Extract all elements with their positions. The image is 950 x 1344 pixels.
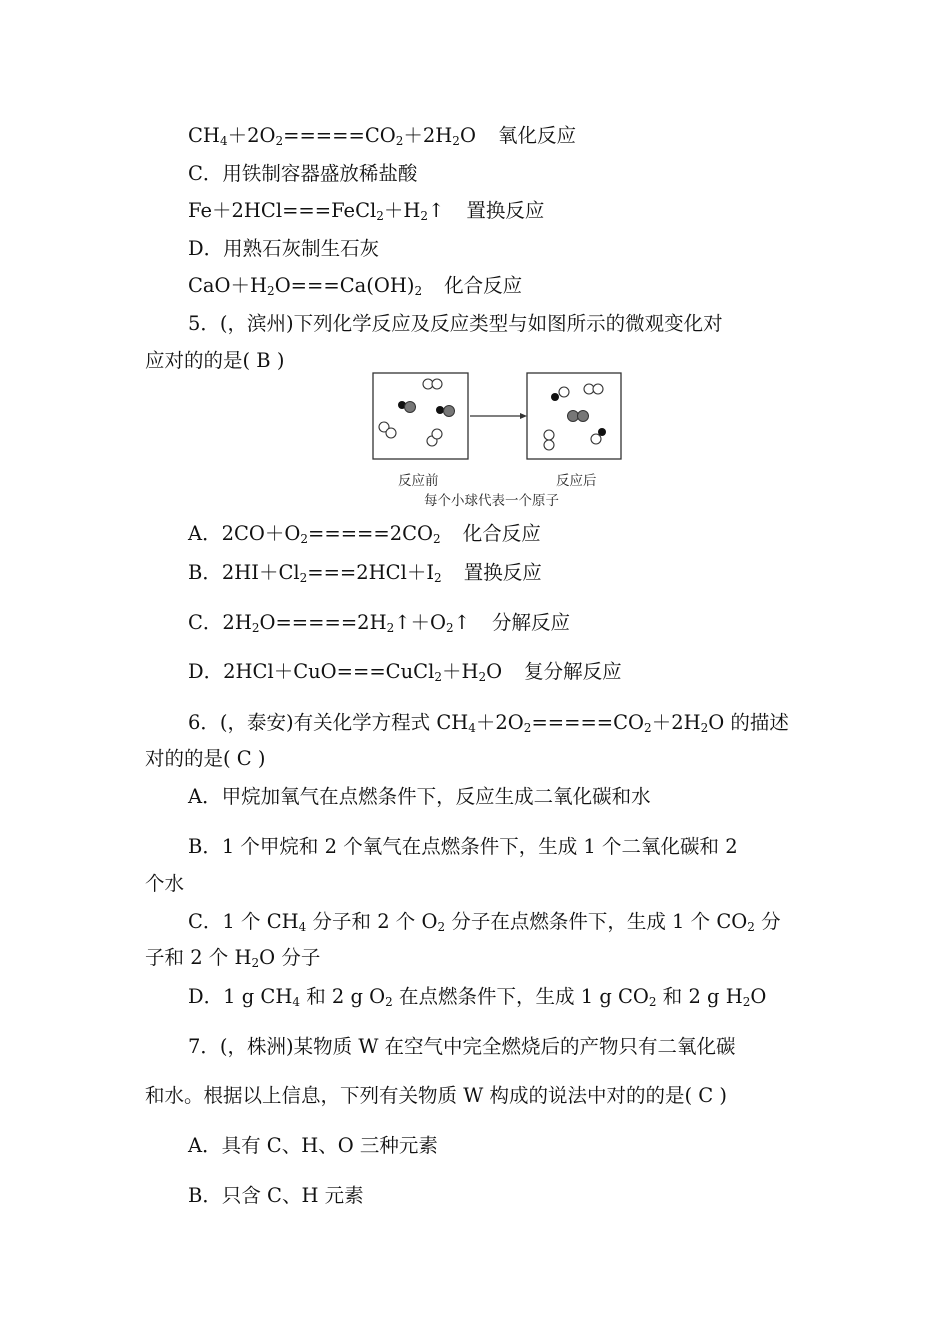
subscript: 2 — [434, 571, 442, 585]
stem-text: =====CO — [531, 711, 645, 734]
subscript: 2 — [376, 209, 384, 223]
eq-text: O=====2H — [259, 611, 387, 634]
reaction-type: 氧化反应 — [497, 124, 576, 147]
eq-text: D．2HCl＋CuO===CuCl — [188, 660, 435, 683]
eq-text: A．2CO＋O — [188, 522, 301, 545]
equation-line-d — [188, 272, 522, 300]
reaction-type: 置换反应 — [463, 561, 542, 584]
opt-text: O 分子 — [259, 946, 321, 969]
q6-option-d — [188, 983, 766, 1011]
q7-stem-line2: 和水。根据以上信息，下列有关物质 W 构成的说法中对的的是( C ) — [145, 1084, 727, 1107]
opt-text: 和 2 g H — [656, 985, 743, 1008]
opt-text: O — [750, 985, 767, 1008]
eq-text: ＋2O — [227, 124, 276, 147]
opt-text: 子和 2 个 H — [145, 946, 252, 969]
before-label: 反应前 — [398, 473, 439, 489]
q5-stem-line1: 5．(，滨州)下列化学反应及反应类型与如图所示的微观变化对 — [188, 312, 723, 335]
q6-stem-line1 — [188, 709, 789, 737]
subscript: 2 — [452, 134, 460, 148]
reaction-type: 化合反应 — [462, 522, 541, 545]
eq-text: =====CO — [283, 124, 396, 147]
after-label: 反应后 — [556, 473, 597, 489]
subscript: 2 — [414, 284, 423, 298]
subscript: 4 — [292, 995, 300, 1009]
subscript: 2 — [385, 995, 393, 1009]
q7-option-b: B．只含 C、H 元素 — [188, 1184, 364, 1207]
eq-text: CH — [188, 124, 220, 147]
eq-text: ＋H — [441, 660, 479, 683]
reaction-type: 化合反应 — [444, 274, 523, 297]
subscript: 2 — [523, 721, 532, 735]
option-c-text: C．用铁制容器盛放稀盐酸 — [188, 162, 418, 185]
equation-line-c — [188, 197, 544, 225]
eq-text: ↑ — [453, 611, 471, 634]
subscript: 2 — [478, 670, 487, 684]
subscript: 2 — [275, 134, 284, 148]
eq-text: ↑＋O — [394, 611, 447, 634]
reaction-diagram — [372, 372, 624, 464]
q6-option-c-line1 — [188, 908, 781, 936]
q7-stem-line1: 7．(，株洲)某物质 W 在空气中完全燃烧后的产物只有二氧化碳 — [188, 1035, 736, 1058]
eq-text: O===Ca(OH) — [274, 274, 415, 297]
eq-text: B．2HI＋Cl — [188, 561, 300, 584]
q5-option-d — [188, 658, 622, 686]
reaction-type: 分解反应 — [492, 611, 571, 634]
q5-option-c — [188, 609, 570, 637]
subscript: 2 — [700, 721, 709, 735]
subscript: 2 — [300, 532, 309, 546]
subscript: 2 — [386, 621, 395, 635]
opt-text: 在点燃条件下，生成 1 g CO — [392, 985, 649, 1008]
opt-text: D．1 g CH — [188, 985, 293, 1008]
subscript: 2 — [420, 209, 429, 223]
stem-text: 6．(，泰安)有关化学方程式 CH — [188, 711, 469, 734]
eq-text: ===2HCl＋I — [307, 561, 435, 584]
q7-option-a: A．具有 C、H、O 三种元素 — [188, 1134, 438, 1157]
stem-text: ＋2H — [651, 711, 701, 734]
eq-text: ＋H — [383, 199, 421, 222]
q6-option-b-line1: B．1 个甲烷和 2 个氧气在点燃条件下，生成 1 个二氧化碳和 2 — [188, 835, 738, 858]
subscript: 4 — [468, 721, 476, 735]
q6-option-c-line2 — [145, 944, 320, 972]
subscript: 2 — [648, 995, 657, 1009]
eq-text: ＋2H — [403, 124, 453, 147]
eq-text: CaO＋H — [188, 274, 268, 297]
q5-stem-line2: 应对的的是( B ) — [145, 349, 285, 372]
subscript: 4 — [219, 134, 228, 148]
subscript: 2 — [446, 621, 454, 635]
subscript: 2 — [395, 134, 404, 148]
subscript: 2 — [434, 670, 442, 684]
subscript: 2 — [433, 532, 441, 546]
eq-text: O — [459, 124, 476, 147]
q5-option-b — [188, 559, 542, 587]
arrow-head — [520, 413, 527, 419]
eq-text: Fe＋2HCl===FeCl — [188, 199, 377, 222]
opt-text: C．1 个 CH — [188, 910, 299, 933]
eq-text: ↑ — [428, 199, 445, 222]
stem-text: O 的描述 — [708, 711, 789, 734]
q6-option-b-line2: 个水 — [145, 872, 185, 895]
subscript: 2 — [742, 995, 751, 1009]
eq-text: O — [486, 660, 503, 683]
stem-text: ＋2O — [475, 711, 524, 734]
subscript: 2 — [251, 956, 260, 970]
eq-text: =====2CO — [308, 522, 434, 545]
opt-text: 分子在点燃条件下，生成 1 个 CO — [445, 910, 748, 933]
eq-text: C．2H — [188, 611, 252, 634]
q6-stem-line2: 对的的是( C ) — [145, 747, 266, 770]
q6-option-a: A．甲烷加氧气在点燃条件下，反应生成二氧化碳和水 — [188, 785, 651, 808]
subscript: 2 — [299, 571, 308, 585]
subscript: 2 — [267, 284, 275, 298]
reaction-type: 置换反应 — [466, 199, 545, 222]
reaction-type: 复分解反应 — [524, 660, 622, 683]
figure-caption: 每个小球代表一个原子 — [424, 493, 559, 509]
opt-text: 和 2 g O — [300, 985, 386, 1008]
opt-text: 分 — [754, 910, 781, 933]
option-d-text: D．用熟石灰制生石灰 — [188, 237, 380, 260]
subscript: 2 — [251, 621, 260, 635]
before-box — [373, 373, 468, 459]
subscript: 2 — [437, 920, 446, 934]
q5-option-a — [188, 520, 541, 548]
subscript: 4 — [298, 920, 307, 934]
subscript: 2 — [747, 920, 755, 934]
opt-text: 分子和 2 个 O — [306, 910, 438, 933]
equation-line-b — [188, 122, 576, 150]
subscript: 2 — [644, 721, 652, 735]
